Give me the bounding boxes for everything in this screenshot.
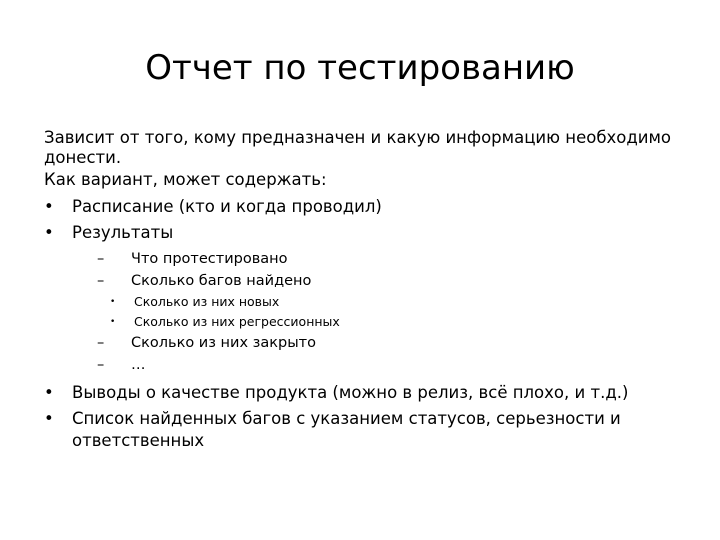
dash-marker: – bbox=[97, 273, 105, 289]
subsubitem-label: Сколько из них новых bbox=[134, 294, 280, 309]
subsubitem-new bbox=[44, 292, 694, 312]
subitem-label: Сколько из них закрыто bbox=[131, 335, 316, 351]
subsubitem-label: Сколько из них регрессионных bbox=[134, 314, 340, 329]
bullet-marker: • bbox=[44, 409, 54, 428]
bullet-marker: • bbox=[44, 383, 54, 402]
subitem-label: Сколько багов найдено bbox=[131, 273, 312, 289]
bullet-results bbox=[44, 222, 694, 244]
subitem-label: … bbox=[131, 357, 146, 373]
intro-text-2: Как вариант, может содержать: bbox=[44, 170, 327, 189]
bullet-conclusions bbox=[44, 382, 694, 404]
subsubitem-regression bbox=[44, 312, 694, 332]
bullet-marker: • bbox=[44, 223, 54, 242]
bullet-marker: • bbox=[44, 197, 54, 216]
subitem-more bbox=[72, 354, 694, 376]
subitem-label: Что протестировано bbox=[131, 251, 288, 267]
bullet-marker-small: • bbox=[110, 317, 116, 327]
bullet-label: Выводы о качестве продукта (можно в релиз, всё плохо, и т.д.) bbox=[72, 383, 629, 402]
intro-text: Зависит от того, кому предназначен и какую информацию необходимо донести. bbox=[44, 128, 672, 167]
bullet-label: Расписание (кто и когда проводил) bbox=[72, 197, 382, 216]
subitem-found bbox=[72, 270, 694, 292]
bullet-bug-list bbox=[44, 408, 694, 452]
slide-title: Отчет по тестированию bbox=[145, 48, 575, 88]
subitem-tested bbox=[72, 248, 694, 270]
dash-marker: – bbox=[97, 335, 105, 351]
bullet-label: Результаты bbox=[72, 223, 174, 242]
subitem-closed bbox=[72, 332, 694, 354]
dash-marker: – bbox=[97, 357, 105, 373]
dash-marker: – bbox=[97, 251, 105, 267]
bullet-schedule bbox=[44, 196, 694, 218]
bullet-marker-small: • bbox=[110, 297, 116, 307]
bullet-label: Список найденных багов с указанием статусов, серьезности и ответственных bbox=[72, 409, 621, 450]
slide-content bbox=[44, 128, 694, 456]
results-sublist bbox=[44, 248, 694, 376]
